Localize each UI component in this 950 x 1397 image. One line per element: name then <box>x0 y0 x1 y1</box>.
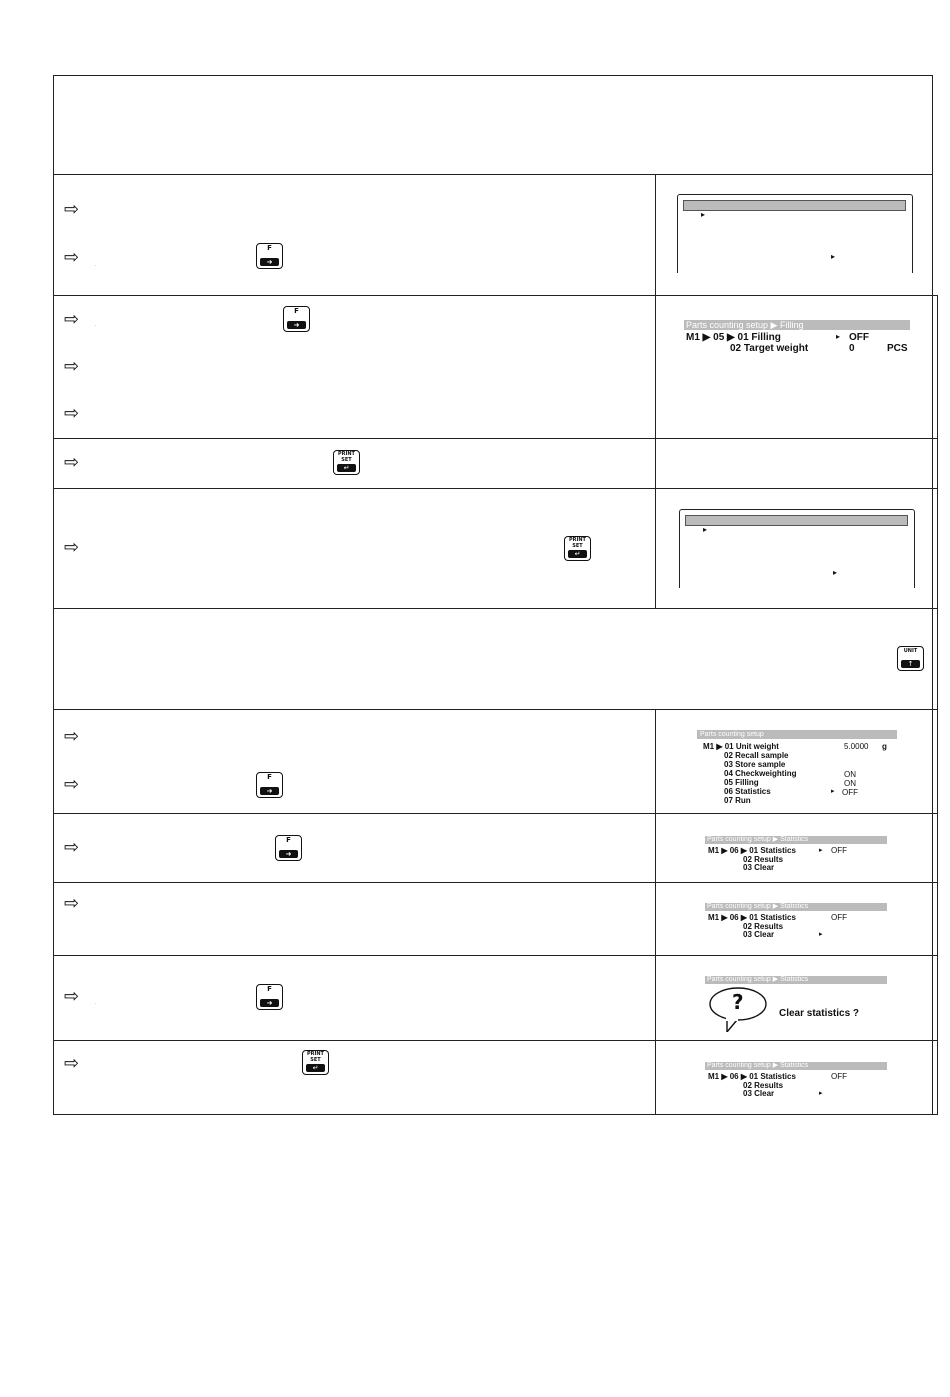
f-key-icon: F ➜ <box>275 835 302 861</box>
filling-display: Parts counting setup ▶ Filling M1 ▶ 05 ▶ 01 Filling ▸ OFF 02 Target weight 0 PCS <box>682 320 912 354</box>
step-arrow-icon: ⇨ <box>64 309 80 330</box>
display-frame-blank <box>679 509 915 588</box>
step-arrow-icon: ⇨ <box>64 247 80 268</box>
print-set-key-icon: PRINT SET ↵ <box>333 450 360 475</box>
step-arrow-icon: ⇨ <box>64 774 80 795</box>
pointer-icon: ▸ <box>819 1090 823 1097</box>
step-arrow-icon: ⇨ <box>64 726 80 747</box>
statistics-display: Parts counting setup ▶ Statistics M1 ▶ 06 ▶ 01 Statistics OFF 02 Results 03 Clear ▸ <box>705 1062 891 1096</box>
display-frame-blank <box>677 194 913 273</box>
statistics-display: Parts counting setup ▶ Statistics M1 ▶ 06 ▶ 01 Statistics OFF 02 Results 03 Clear ▸ <box>705 903 891 937</box>
step-arrow-icon: ⇨ <box>64 986 80 1007</box>
step-arrow-icon: ⇨ <box>64 356 80 377</box>
step-arrow-icon: ⇨ <box>64 452 80 473</box>
clear-confirm-display: Parts counting setup ▶ Statistics ? Clear statistics ? <box>705 976 891 1032</box>
f-key-icon: F ➜ <box>256 243 283 269</box>
step-arrow-icon: ⇨ <box>64 403 80 424</box>
print-set-key-icon: PRINT SET ↵ <box>564 536 591 561</box>
step-arrow-icon: ⇨ <box>64 199 80 220</box>
print-set-key-icon: PRINT SET ↵ <box>302 1050 329 1075</box>
step-arrow-icon: ⇨ <box>64 893 80 914</box>
f-key-icon: F ➜ <box>256 984 283 1010</box>
step-arrow-icon: ⇨ <box>64 837 80 858</box>
pointer-icon: ▸ <box>831 788 835 795</box>
pointer-icon: ▸ <box>703 525 708 534</box>
statistics-display: Parts counting setup ▶ Statistics M1 ▶ 06 ▶ 01 Statistics ▸ OFF 02 Results 03 Clear <box>705 836 891 870</box>
setup-menu-display: Parts counting setup M1 ▶ 01 Unit weight 5.0000 g 02 Recall sample 03 Store sample 04 Checkweighting ON 05 Filling ON 06 Statistics ▸ OFF 07 Run <box>697 730 897 805</box>
pointer-icon: ▸ <box>836 332 841 341</box>
pointer-icon: ▸ <box>819 847 823 854</box>
f-key-icon: F ➜ <box>256 772 283 798</box>
question-mark: ? <box>732 990 744 1014</box>
pointer-icon: ▸ <box>701 210 706 219</box>
f-key-icon: F ➜ <box>283 306 310 332</box>
pointer-icon: ▸ <box>831 252 836 261</box>
step-arrow-icon: ⇨ <box>64 537 80 558</box>
unit-key-icon: UNIT ↑ <box>897 646 924 671</box>
pointer-icon: ▸ <box>833 568 838 577</box>
step-arrow-icon: ⇨ <box>64 1053 80 1074</box>
pointer-icon: ▸ <box>819 931 823 938</box>
